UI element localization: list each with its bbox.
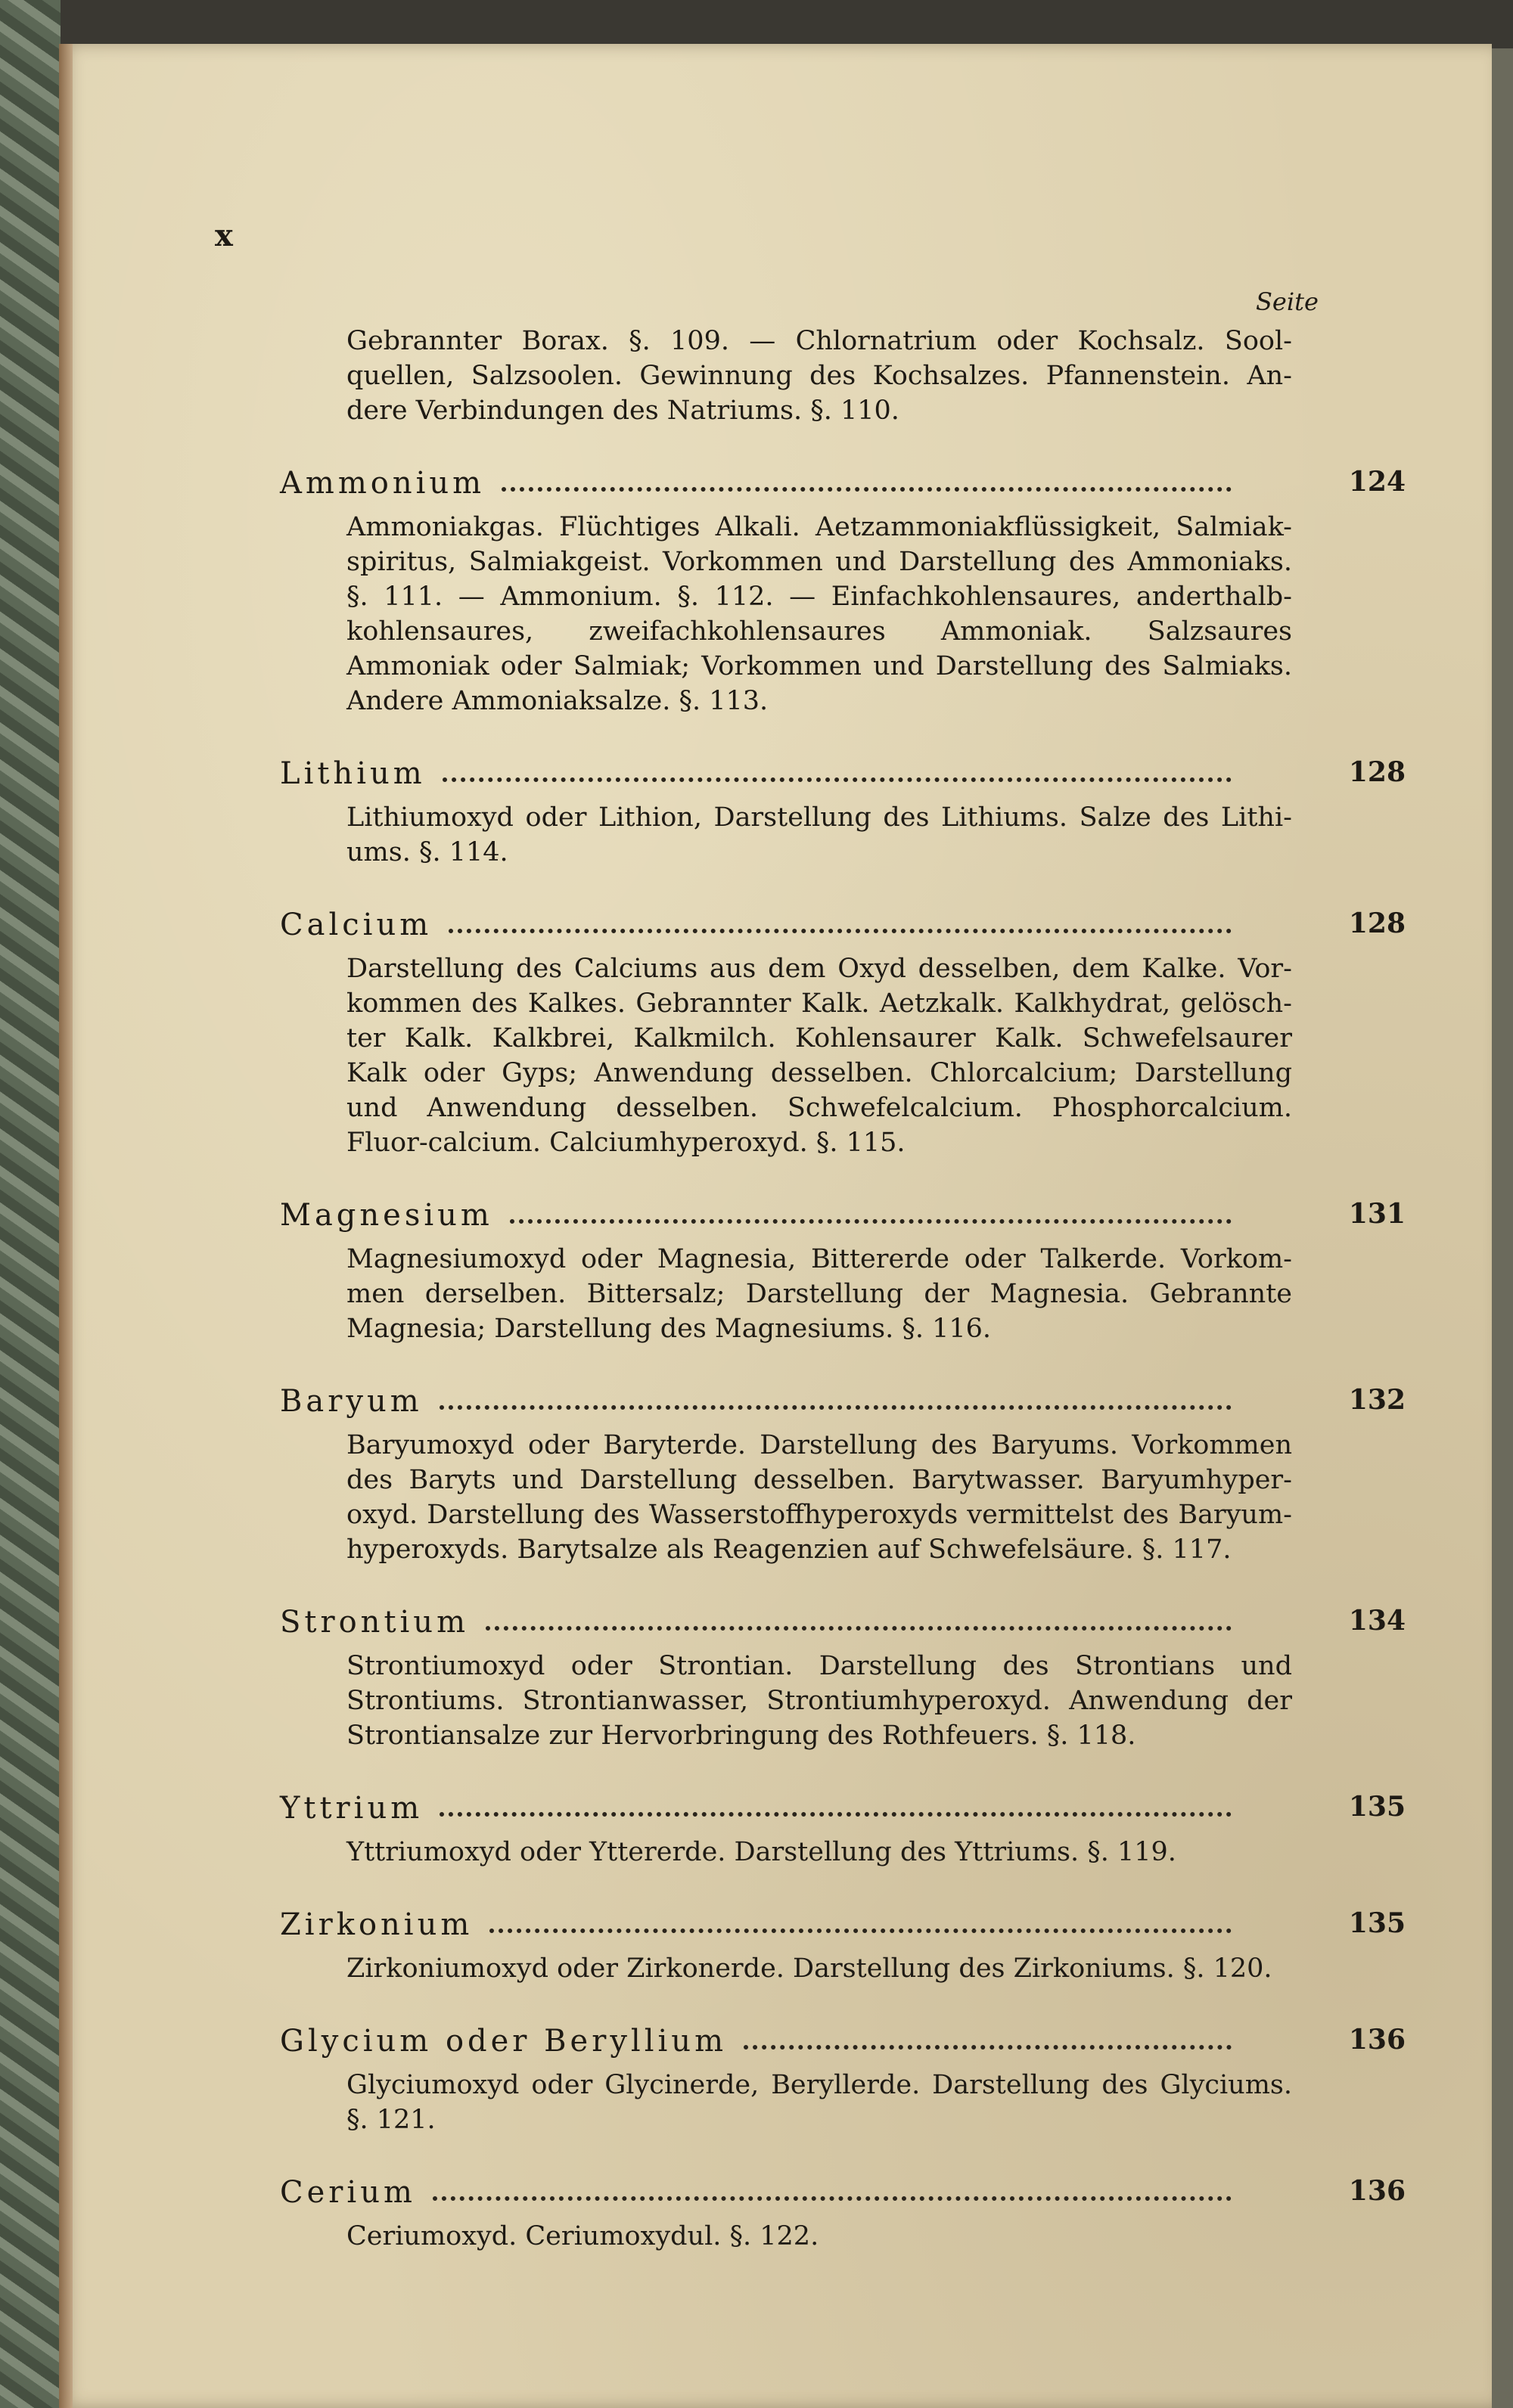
toc-heading-row [280, 2021, 1406, 2059]
dot-leader [489, 1929, 1232, 1933]
dot-leader [443, 777, 1232, 782]
marbled-cover-edge [0, 0, 61, 2408]
dot-leader [502, 487, 1232, 492]
toc-entry [280, 2172, 1406, 2254]
toc-heading-line [280, 1904, 1362, 1942]
toc-heading-line [280, 1195, 1362, 1233]
toc-entry [280, 1195, 1406, 1346]
toc-entry-title: Calcium [280, 908, 433, 942]
toc-heading-line [280, 1788, 1362, 1826]
toc-entry [280, 905, 1406, 1160]
toc-entry-description: Magnesiumoxyd oder Magnesia, Bittererde oder Talkerde. Vorkom-men derselben. Bittersalz; Darstellung der Magnesia. Gebrannte Magnesia; Darstellung des Magnesiums. §. 116. [346, 1244, 1292, 1344]
toc-entry-title: Yttrium [280, 1791, 424, 1826]
toc-heading-row [280, 2172, 1406, 2210]
toc-heading-row [280, 1602, 1406, 1640]
toc-entry-title: Magnesium [280, 1198, 493, 1233]
toc-entry [280, 1381, 1406, 1567]
toc-entry-description: Ceriumoxyd. Ceriumoxydul. §. 122. [346, 2221, 819, 2251]
toc-entry-title: Baryum [280, 1384, 423, 1419]
toc-heading-row [280, 1195, 1406, 1233]
toc-entry-description: Zirkoniumoxyd oder Zirkonerde. Darstellung des Zirkoniums. §. 120. [346, 1953, 1272, 1984]
dot-leader [440, 1405, 1232, 1410]
page-number-marker: x [215, 218, 233, 253]
dot-leader [449, 929, 1232, 933]
toc-entry-description: Glyciumoxyd oder Glycinerde, Beryllerde. Darstellung des Glyciums. §. 121. [346, 2070, 1292, 2135]
toc-entry-page-number: 124 [1348, 466, 1406, 498]
dot-leader [440, 1812, 1232, 1817]
toc-heading-line [280, 463, 1362, 501]
dark-background-top [0, 0, 1513, 48]
toc-entry-page-number: 136 [1348, 2175, 1406, 2207]
toc-heading-row [280, 1381, 1406, 1419]
dot-leader [510, 1219, 1232, 1224]
toc-heading-line [280, 2172, 1362, 2210]
toc-entry-page-number: 135 [1348, 1791, 1406, 1823]
table-of-contents [280, 324, 1406, 2254]
continued-description: Gebrannter Borax. §. 109. — Chlornatrium oder Kochsalz. Sool-quellen, Salzsoolen. Gewinnung des Kochsalzes. Pfannenstein. An-dere Verbindungen des Natriums. §. 110. [346, 326, 1292, 426]
toc-heading-line [280, 1381, 1362, 1419]
dot-leader [433, 2196, 1232, 2201]
toc-heading-line [280, 753, 1362, 791]
toc-entry-page-number: 132 [1348, 1384, 1406, 1416]
toc-heading-line [280, 1602, 1362, 1640]
toc-heading-row [280, 1904, 1406, 1942]
toc-entry-description: Lithiumoxyd oder Lithion, Darstellung des Lithiums. Salze des Lithi-ums. §. 114. [346, 802, 1292, 867]
toc-entry [280, 1788, 1406, 1870]
toc-entry-description: Ammoniakgas. Flüchtiges Alkali. Aetzammoniakflüssigkeit, Salmiak-spiritus, Salmiakgeist. Vorkommen und Darstellung des Ammoniaks. §. 111. — Ammonium. §. 112. — Einfachkohlensaures, anderthalb-kohlensaures, zweifachkohlensaures Ammoniak. Salzsaures Ammoniak oder Salmiak; Vorkommen und Darstellung des Salmiaks. Andere Ammoniaksalze. §. 113. [346, 512, 1292, 716]
toc-entry [280, 463, 1406, 718]
toc-entry-description: Baryumoxyd oder Baryterde. Darstellung des Baryums. Vorkommen des Baryts und Darstellung desselben. Barytwasser. Baryumhyper-oxyd. Darstellung des Wasserstoffhyperoxyds vermittelst des Baryum-hyperoxyds. Barytsalze als Reagenzien auf Schwefelsäure. §. 117. [346, 1430, 1292, 1565]
toc-heading-row [280, 1788, 1406, 1826]
toc-heading-row [280, 463, 1406, 501]
toc-entry-description: Strontiumoxyd oder Strontian. Darstellung des Strontians und Strontiums. Strontianwasser, Strontiumhyperoxyd. Anwendung der Strontiansalze zur Hervorbringung des Rothfeuers. §. 118. [346, 1651, 1292, 1751]
page-column-header: Seite [1256, 287, 1319, 316]
toc-entry-page-number: 128 [1348, 908, 1406, 939]
toc-entry-page-number: 134 [1348, 1605, 1406, 1637]
toc-entry-title: Zirkonium [280, 1907, 474, 1942]
dot-leader [486, 1626, 1232, 1631]
toc-entry-page-number: 136 [1348, 2024, 1406, 2056]
toc-entry-description: Darstellung des Calciums aus dem Oxyd desselben, dem Kalke. Vor-kommen des Kalkes. Gebrannter Kalk. Aetzkalk. Kalkhydrat, gelösch-ter Kalk. Kalkbrei, Kalkmilch. Kohlensaurer Kalk. Schwefelsaurer Kalk oder Gyps; Anwendung desselben. Chlorcalcium; Darstellung und Anwendung desselben. Schwefelcalcium. Phosphorcalcium. Fluor-calcium. Calciumhyperoxyd. §. 115. [346, 954, 1292, 1158]
toc-heading-line [280, 905, 1362, 942]
toc-entry-page-number: 131 [1348, 1198, 1406, 1230]
toc-heading-row [280, 753, 1406, 791]
toc-entry [280, 2021, 1406, 2137]
entry-list [280, 463, 1406, 2254]
toc-entry-title: Strontium [280, 1605, 469, 1640]
toc-heading-line [280, 2021, 1362, 2059]
toc-entry-page-number: 128 [1348, 756, 1406, 788]
continued-entry [280, 324, 1362, 428]
toc-heading-row [280, 905, 1406, 942]
toc-entry-title: Cerium [280, 2175, 416, 2210]
toc-entry-title: Glycium oder Beryllium [280, 2024, 727, 2059]
toc-entry-title: Ammonium [280, 466, 486, 501]
toc-entry [280, 753, 1406, 870]
dot-leader [744, 2045, 1232, 2050]
page-gutter [59, 44, 73, 2408]
toc-entry-page-number: 135 [1348, 1907, 1406, 1939]
toc-entry-description: Yttriumoxyd oder Yttererde. Darstellung des Yttriums. §. 119. [346, 1837, 1176, 1867]
toc-entry-title: Lithium [280, 756, 426, 791]
toc-entry [280, 1904, 1406, 1986]
toc-entry [280, 1602, 1406, 1753]
